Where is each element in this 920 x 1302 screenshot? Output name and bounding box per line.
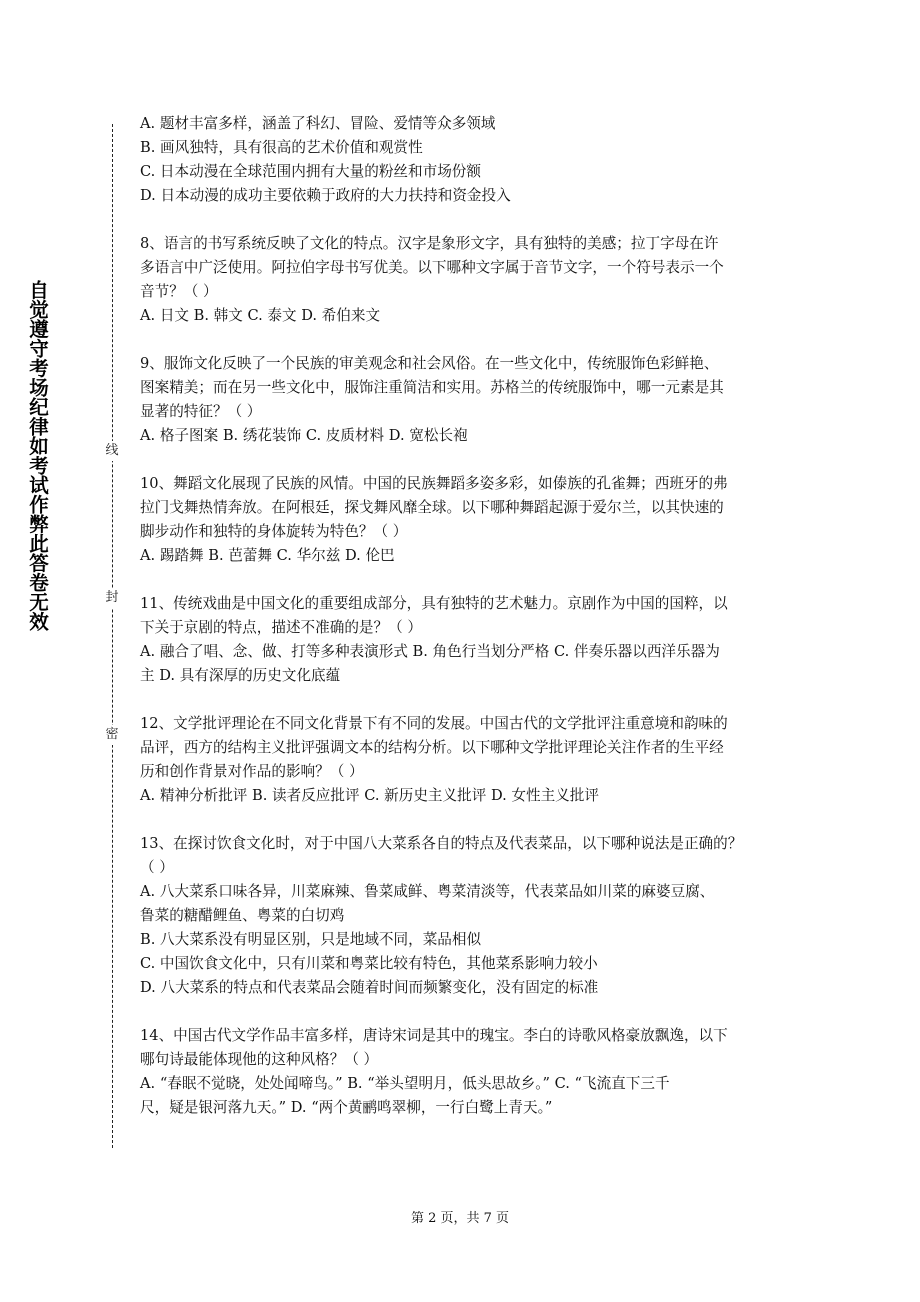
question-9 (140, 352, 790, 448)
question-text-line: 10、舞蹈文化展现了民族的风情。中国的民族舞蹈多姿多彩，如傣族的孔雀舞；西班牙的弗 (140, 475, 728, 492)
question-text-line: 品评，西方的结构主义批评强调文本的结构分析。以下哪种文学批评理论关注作者的生平经 (140, 739, 724, 756)
option-line: C. 日本动漫在全球范围内拥有大量的粉丝和市场份额 (140, 163, 481, 180)
question-text-line: 11、传统戏曲是中国文化的重要组成部分，具有独特的艺术魅力。京剧作为中国的国粹，以 (140, 595, 728, 612)
question-text-line: 音节？（ ） (140, 283, 218, 300)
binding-label-mi: 密 (104, 725, 120, 745)
option-line: 主 D. 具有深厚的历史文化底蕴 (140, 667, 341, 684)
option-line: A. 精神分析批评 B. 读者反应批评 C. 新历史主义批评 D. 女性主义批评 (140, 787, 599, 804)
page-number-footer: 第 2 页，共 7 页 (410, 1211, 510, 1226)
question-text-line: 下关于京剧的特点，描述不准确的是？（ ） (140, 619, 422, 636)
question-text-line: 12、文学批评理论在不同文化背景下有不同的发展。中国古代的文学批评注重意境和韵味的 (140, 715, 728, 732)
question-text-line: 8、语言的书写系统反映了文化的特点。汉字是象形文字，具有独特的美感；拉丁字母在许 (140, 235, 719, 252)
question-text-line: 13、在探讨饮食文化时，对于中国八大菜系各自的特点及代表菜品，以下哪种说法是正确的？ (140, 835, 743, 852)
option-line: A. 题材丰富多样，涵盖了科幻、冒险、爱情等众多领域 (140, 115, 496, 132)
option-line: 尺，疑是银河落九天。” D. “两个黄鹂鸣翠柳，一行白鹭上青天。” (140, 1099, 553, 1116)
question-14 (140, 1024, 790, 1120)
binding-label-xian: 线 (104, 441, 120, 461)
option-line: 鲁菜的糖醋鲤鱼、粤菜的白切鸡 (140, 907, 345, 924)
binding-label-feng: 封 (104, 588, 120, 608)
binding-dashed-line (112, 124, 113, 1148)
option-line: B. 画风独特，具有很高的艺术价值和观赏性 (140, 139, 423, 156)
question-12 (140, 712, 790, 808)
question-13 (140, 832, 790, 1000)
question-text-line: 历和创作背景对作品的影响？（ ） (140, 763, 364, 780)
exam-discipline-notice: 自觉遵守考场纪律如考试作弊此答卷无效 (26, 280, 49, 631)
question-text-line: 哪句诗最能体现他的这种风格？（ ） (140, 1051, 379, 1068)
question-text-line: 9、服饰文化反映了一个民族的审美观念和社会风俗。在一些文化中，传统服饰色彩鲜艳、 (140, 355, 719, 372)
option-line: D. 日本动漫的成功主要依赖于政府的大力扶持和资金投入 (140, 187, 511, 204)
question-content (140, 112, 790, 1144)
option-line: A. “春眠不觉晓，处处闻啼鸟。” B. “举头望明月，低头思故乡。” C. “飞流直下三千 (140, 1075, 670, 1092)
option-line: B. 八大菜系没有明显区别，只是地域不同，菜品相似 (140, 931, 482, 948)
option-line: A. 融合了唱、念、做、打等多种表演形式 B. 角色行当划分严格 C. 伴奏乐器以西洋乐器为 (140, 643, 720, 660)
option-line: A. 格子图案 B. 绣花装饰 C. 皮质材料 D. 宽松长袍 (140, 427, 468, 444)
question-10 (140, 472, 790, 568)
question-7-options (140, 112, 790, 208)
question-text-line: （ ） (140, 859, 174, 876)
question-text-line: 显著的特征？（ ） (140, 403, 262, 420)
question-11 (140, 592, 790, 688)
question-8 (140, 232, 790, 328)
question-text-line: 图案精美；而在另一些文化中，服饰注重简洁和实用。苏格兰的传统服饰中，哪一元素是其 (140, 379, 724, 396)
question-text-line: 拉门戈舞热情奔放。在阿根廷，探戈舞风靡全球。以下哪种舞蹈起源于爱尔兰，以其快速的 (140, 499, 724, 516)
option-line: A. 踢踏舞 B. 芭蕾舞 C. 华尔兹 D. 伦巴 (140, 547, 395, 564)
option-line: A. 日文 B. 韩文 C. 泰文 D. 希伯来文 (140, 307, 381, 324)
option-line: D. 八大菜系的特点和代表菜品会随着时间而频繁变化，没有固定的标准 (140, 979, 599, 996)
option-line: C. 中国饮食文化中，只有川菜和粤菜比较有特色，其他菜系影响力较小 (140, 955, 598, 972)
question-text-line: 多语言中广泛使用。阿拉伯字母书写优美。以下哪种文字属于音节文字，一个符号表示一个 (140, 259, 724, 276)
question-text-line: 14、中国古代文学作品丰富多样，唐诗宋词是其中的瑰宝。李白的诗歌风格豪放飘逸，以下 (140, 1027, 728, 1044)
question-text-line: 脚步动作和独特的身体旋转为特色？（ ） (140, 523, 408, 540)
option-line: A. 八大菜系口味各异，川菜麻辣、鲁菜咸鲜、粤菜清淡等，代表菜品如川菜的麻婆豆腐、 (140, 883, 715, 900)
